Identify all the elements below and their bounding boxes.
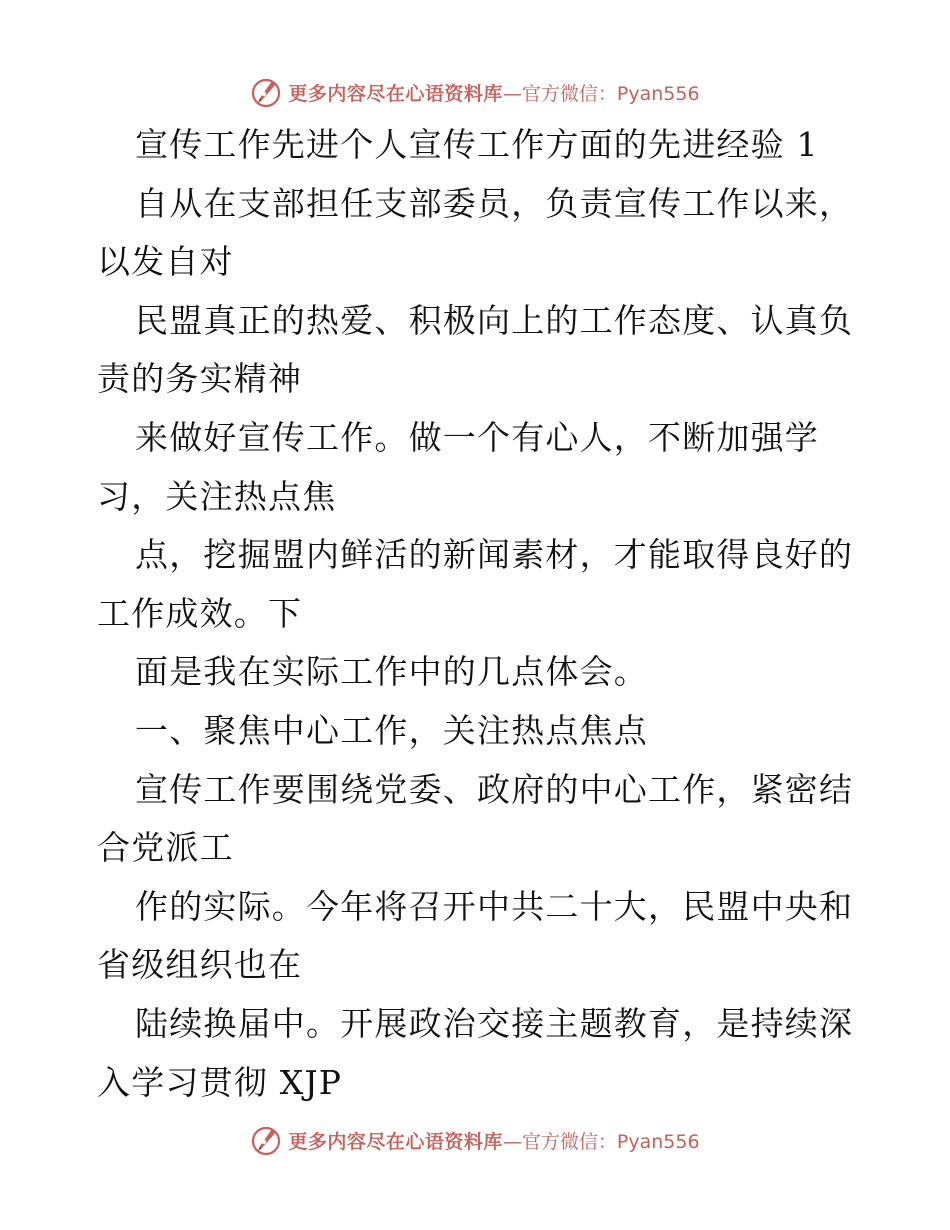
quill-logo-icon [250, 1124, 282, 1156]
document-title: 宣传工作先进个人宣传工作方面的先进经验 1 [135, 125, 819, 164]
body-line: 点，挖掘盟内鲜活的新闻素材，才能取得良好的 [135, 535, 854, 575]
watermark-main-text: 更多内容尽在心语资料库 [288, 1130, 503, 1153]
body-line: 省级组织也在 [97, 945, 303, 985]
body-line: 习，关注热点焦 [97, 476, 337, 516]
document-body [97, 116, 857, 1112]
body-line: 来做好宣传工作。做一个有心人，不断加强学 [135, 417, 819, 457]
body-line: 以发自对 [97, 242, 234, 282]
section-heading: 一、聚焦中心工作，关注热点焦点 [135, 710, 648, 750]
body-line: 合党派工 [97, 828, 234, 868]
body-line: 入学习贯彻 XJP [97, 1062, 343, 1102]
body-line: 宣传工作要围绕党委、政府的中心工作，紧密结 [135, 769, 854, 809]
footer-watermark [0, 1120, 950, 1160]
body-line: 面是我在实际工作中的几点体会。 [135, 652, 648, 692]
body-line: 民盟真正的热爱、积极向上的工作态度、认真负 [135, 300, 854, 340]
body-line: 工作成效。下 [97, 593, 303, 633]
body-line: 自从在支部担任支部委员，负责宣传工作以来， [135, 183, 854, 223]
watermark-sub-text: —官方微信：Pyan556 [502, 1130, 700, 1153]
quill-logo-icon [250, 76, 282, 108]
header-watermark [0, 72, 950, 112]
body-line: 作的实际。今年将召开中共二十大，民盟中央和 [135, 886, 854, 926]
watermark-sub-text: —官方微信：Pyan556 [502, 82, 700, 105]
watermark-main-text: 更多内容尽在心语资料库 [288, 82, 503, 105]
body-line: 陆续换届中。开展政治交接主题教育，是持续深 [135, 1003, 854, 1043]
body-line: 责的务实精神 [97, 359, 303, 399]
